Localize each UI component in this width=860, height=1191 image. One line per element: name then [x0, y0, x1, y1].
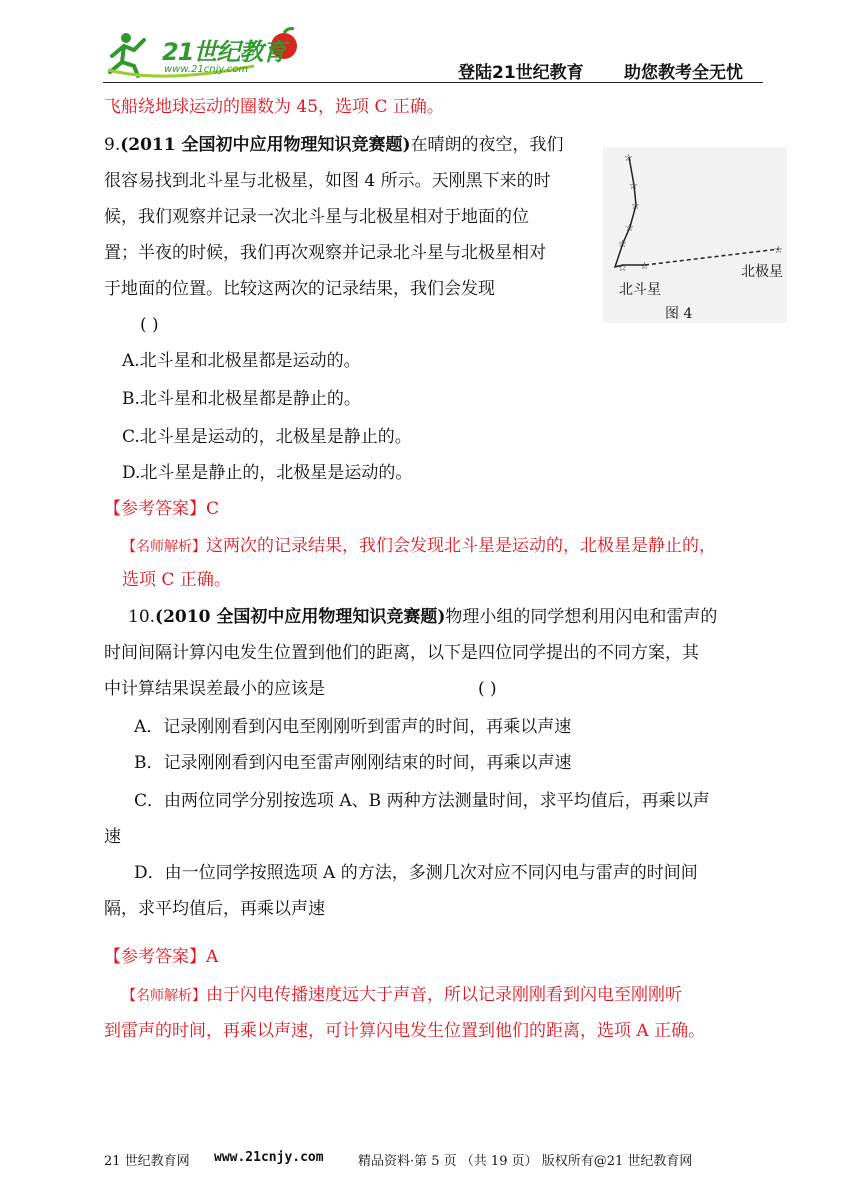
- q10-number: 10.: [128, 607, 156, 627]
- prev-conclusion: 飞船绕地球运动的圈数为 45，选项 C 正确。: [104, 97, 444, 117]
- answer-value: A: [206, 947, 219, 967]
- q10-option-d-line2: 隔，求平均值后，再乘以声速: [104, 899, 325, 919]
- footer-site-name: 21 世纪教育网: [104, 1154, 190, 1169]
- svg-text:☆: ☆: [640, 261, 649, 272]
- q9-number: 9.: [104, 135, 121, 155]
- q9-analysis-line2: 选项 C 正确。: [122, 570, 231, 590]
- q10-option-a: A．记录刚刚看到闪电至刚刚听到雷声的时间，再乘以声速: [134, 717, 572, 737]
- svg-text:☆: ☆: [631, 201, 640, 212]
- q10-text: 物理小组的同学想利用闪电和雷声的: [445, 607, 718, 627]
- site-logo[interactable]: [104, 26, 304, 82]
- q9-option-c: C.北斗星是运动的，北极星是静止的。: [122, 427, 412, 447]
- q9-analysis-line1: [122, 535, 716, 558]
- q10-analysis-line1: [122, 984, 682, 1007]
- slogan-tagline: 助您教考全无忧: [624, 63, 743, 83]
- analysis-text: 由于闪电传播速度远大于声音，所以记录刚刚看到闪电至刚刚听: [206, 985, 682, 1005]
- q10-answer: [104, 946, 218, 968]
- answer-label: 【参考答案】: [104, 499, 206, 519]
- svg-text:☆: ☆: [618, 239, 627, 250]
- q10-analysis-line2: 到雷声的时间，再乘以声速，可计算闪电发生位置到他们的距离，选项 A 正确。: [104, 1021, 706, 1041]
- polaris-label: 北极星: [741, 264, 783, 280]
- svg-text:☆: ☆: [618, 263, 627, 274]
- q10-option-b: B．记录刚刚看到闪电至雷声刚刚结束的时间，再乘以声速: [134, 753, 572, 773]
- q9-line3: 候，我们观察并记录一次北斗星与北极星相对于地面的位: [104, 207, 529, 227]
- svg-text:☆: ☆: [625, 223, 634, 234]
- figure-caption: 图 4: [665, 306, 693, 322]
- footer-site-url[interactable]: www.21cnjy.com: [214, 1150, 324, 1165]
- q10-line1: [128, 606, 717, 628]
- q9-answer-paren: ( ): [140, 315, 159, 335]
- logo-url: www.21cnjy.com: [164, 64, 249, 75]
- q9-line1: [104, 134, 564, 156]
- analysis-label: 【名师解析】: [122, 988, 206, 1004]
- q9-option-d: D.北斗星是静止的，北极星是运动的。: [122, 463, 413, 483]
- header-divider: [103, 82, 763, 83]
- answer-label: 【参考答案】: [104, 947, 206, 967]
- q9-answer: [104, 498, 219, 520]
- q10-option-c-line2: 速: [104, 827, 121, 847]
- svg-text:☆: ☆: [774, 245, 783, 256]
- q9-option-b: B.北斗星和北极星都是静止的。: [122, 389, 361, 409]
- analysis-text: 这两次的记录结果，我们会发现北斗星是运动的，北极星是静止的，: [206, 536, 716, 556]
- logo-text: 21世纪教育: [162, 38, 286, 66]
- slogan-login: 登陆21世纪教育: [458, 63, 584, 83]
- answer-value: C: [206, 499, 220, 519]
- q9-source: (2011 全国初中应用物理知识竞赛题): [120, 135, 411, 155]
- q10-line2: 时间间隔计算闪电发生位置到他们的距离，以下是四位同学提出的不同方案，其: [104, 643, 699, 663]
- svg-text:☆: ☆: [624, 153, 633, 164]
- q9-option-a: A.北斗星和北极星都是运动的。: [122, 351, 361, 371]
- q9-line5: 于地面的位置。比较这两次的记录结果，我们会发现: [104, 279, 495, 299]
- footer-page-info: 精品资料·第 5 页 （共 19 页） 版权所有@21 世纪教育网: [358, 1154, 693, 1169]
- svg-text:☆: ☆: [629, 181, 638, 192]
- q10-source: (2010 全国初中应用物理知识竞赛题): [155, 607, 446, 627]
- q10-option-c-line1: C．由两位同学分别按选项 A、B 两种方法测量时间，求平均值后，再乘以声: [134, 791, 710, 811]
- q9-line4: 置；半夜的时候，我们再次观察并记录北斗星与北极星相对: [104, 243, 546, 263]
- figure-4: [603, 147, 787, 323]
- q10-line3: 中计算结果误差最小的应该是: [104, 679, 325, 699]
- q9-line2: 很容易找到北斗星与北极星，如图 4 所示。天刚黑下来的时: [104, 171, 551, 191]
- q10-option-d-line1: D．由一位同学按照选项 A 的方法，多测几次对应不同闪电与雷声的时间间: [134, 863, 698, 883]
- dipper-label: 北斗星: [619, 282, 661, 298]
- analysis-label: 【名师解析】: [122, 539, 206, 555]
- q10-answer-paren: ( ): [478, 679, 497, 699]
- q9-text: 在晴朗的夜空，我们: [410, 135, 564, 155]
